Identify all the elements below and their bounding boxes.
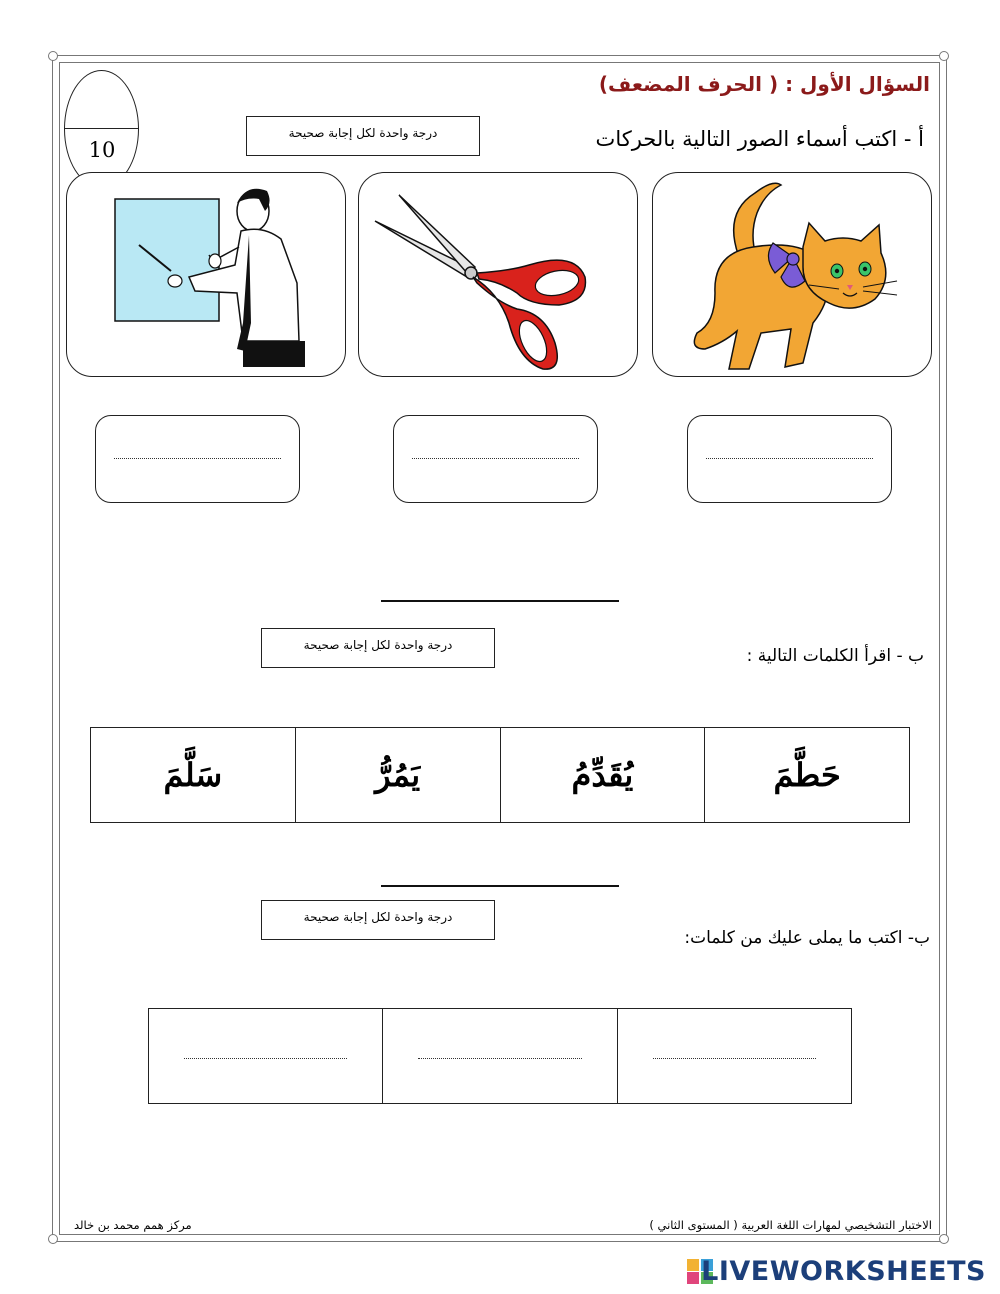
score-oval [64, 70, 139, 188]
word-cell: يَمُرُّ [295, 728, 500, 823]
dictation-cell[interactable] [383, 1009, 617, 1104]
answer-box-cat[interactable] [687, 415, 892, 503]
words-table [90, 727, 910, 823]
scissors-icon [359, 173, 636, 375]
footer-test-title: الاختبار التشخيصي لمهارات اللغة العربية ( المستوى الثاني ) [649, 1218, 932, 1232]
cat-icon [653, 173, 930, 375]
word-cell: يُقَدِّمُ [500, 728, 705, 823]
grade-note-c: درجة واحدة لكل إجابة صحيحة [261, 900, 495, 940]
grade-note-a: درجة واحدة لكل إجابة صحيحة [246, 116, 480, 156]
answer-dotted-line [412, 458, 579, 459]
footer-center-name: مركز همم محمد بن خالد [74, 1218, 192, 1232]
section-divider [381, 600, 619, 602]
word-cell: سَلَّمَ [91, 728, 296, 823]
dictation-table [148, 1008, 852, 1104]
score-divider [64, 128, 138, 129]
frame-corner [939, 51, 949, 61]
section-divider [381, 885, 619, 887]
answer-box-teacher[interactable] [95, 415, 300, 503]
teacher-icon [67, 173, 344, 375]
word-cell: حَطَّمَ [705, 728, 910, 823]
answer-dotted-line [418, 1058, 581, 1059]
answer-dotted-line [653, 1058, 816, 1059]
frame-corner [48, 1234, 58, 1244]
brand-wordmark[interactable]: LIVEWORKSHEETS [701, 1256, 986, 1287]
grade-note-b: درجة واحدة لكل إجابة صحيحة [261, 628, 495, 668]
answer-dotted-line [114, 458, 281, 459]
instruction-a: أ - اكتب أسماء الصور التالية بالحركات [595, 127, 924, 151]
instruction-b: ب - اقرأ الكلمات التالية : [746, 646, 924, 666]
answer-dotted-line [184, 1058, 347, 1059]
frame-corner [939, 1234, 949, 1244]
dictation-cell[interactable] [149, 1009, 383, 1104]
dictation-cell[interactable] [617, 1009, 851, 1104]
answer-dotted-line [706, 458, 873, 459]
instruction-c: ب- اكتب ما يملى عليك من كلمات: [684, 928, 930, 948]
question-title: السؤال الأول : ( الحرف المضعف) [598, 72, 930, 96]
total-score: 10 [88, 138, 116, 162]
frame-corner [48, 51, 58, 61]
answer-box-scissors[interactable] [393, 415, 598, 503]
picture-card-teacher [66, 172, 346, 377]
picture-card-scissors [358, 172, 638, 377]
picture-card-cat [652, 172, 932, 377]
